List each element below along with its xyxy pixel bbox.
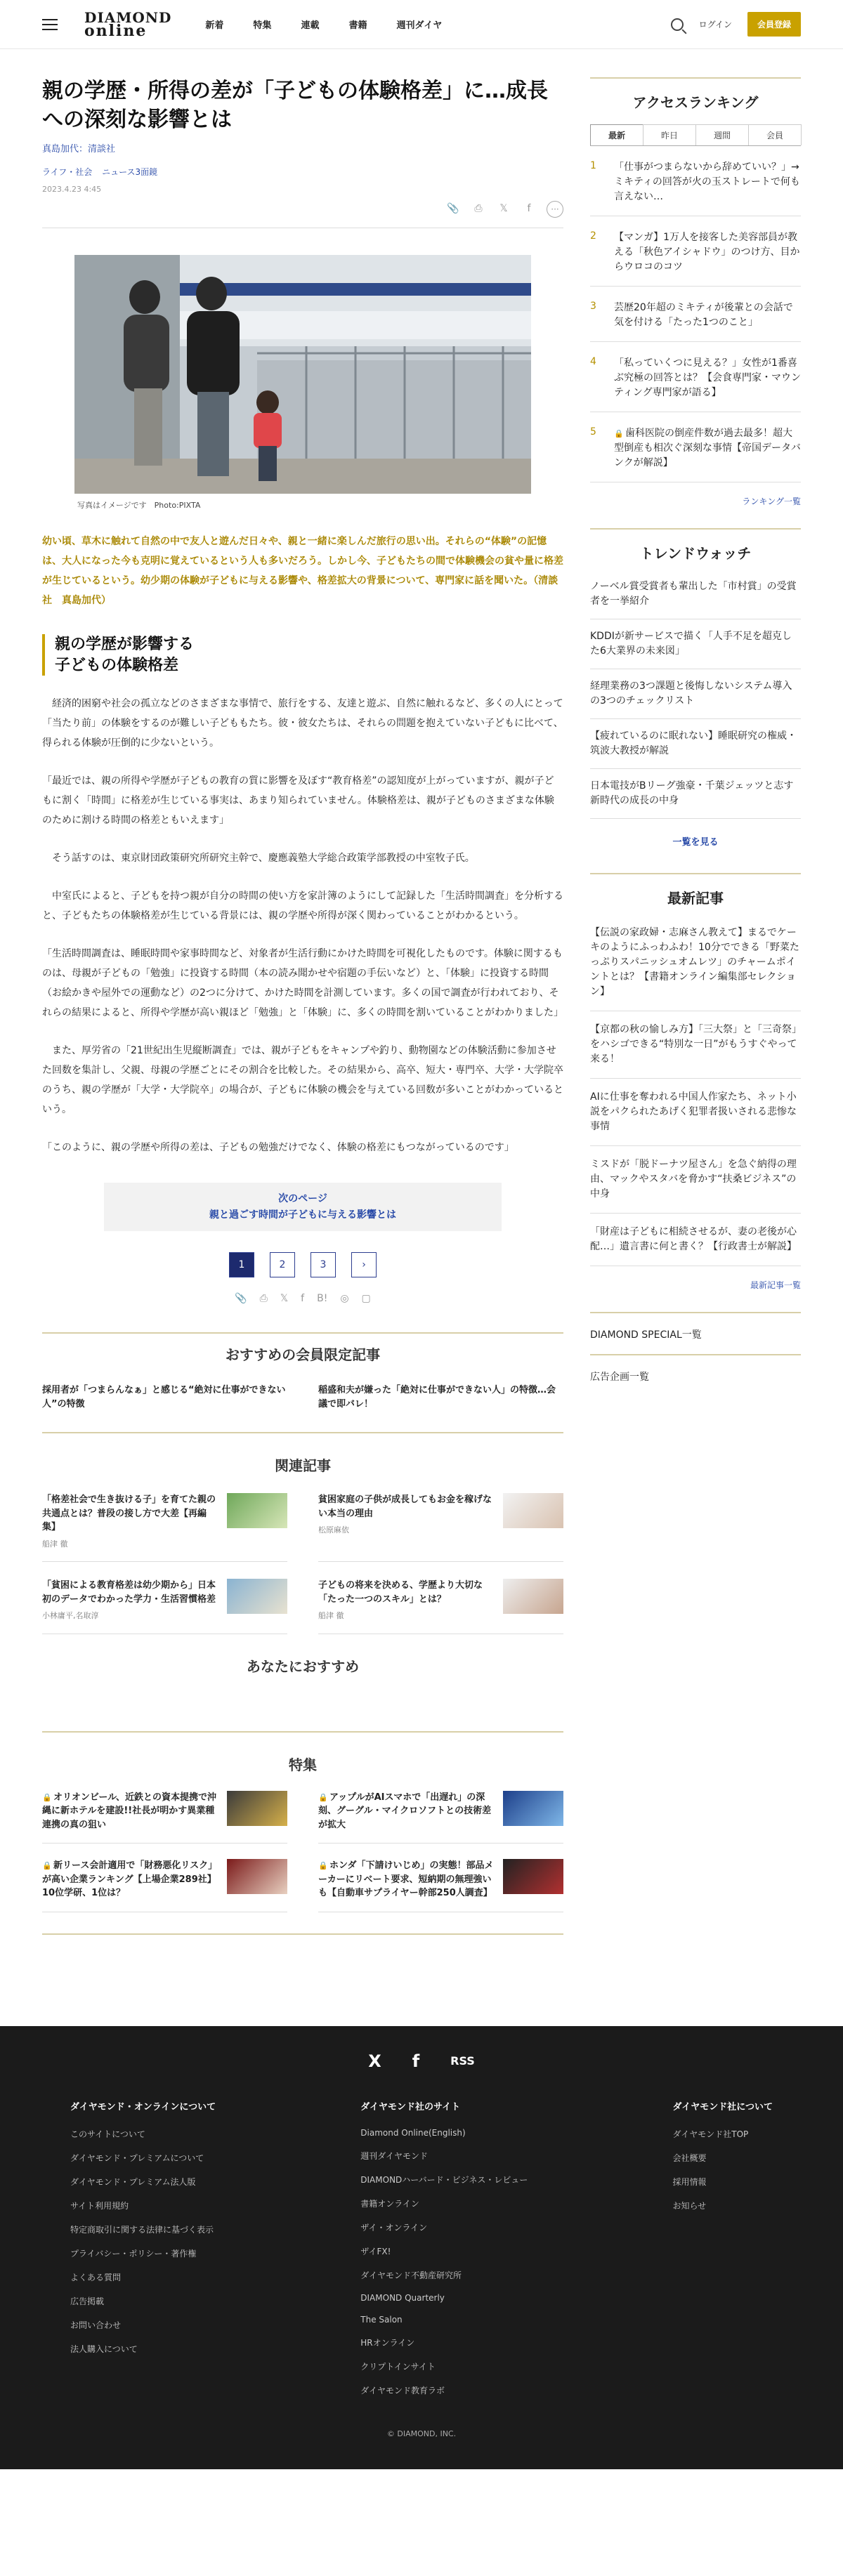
ranking-item[interactable] [590, 146, 801, 216]
latest-item[interactable]: 「財産は子どもに相続させるが、妻の老後が心配…」遺言書に何と書く？【行政書士が解説】 [590, 1214, 801, 1266]
features-list [42, 1791, 563, 1935]
footer-link[interactable]: ダイヤモンド教育ラボ [360, 2385, 445, 2396]
clip-icon[interactable]: 📎 [235, 1293, 247, 1305]
trend-item[interactable]: 日本電技がBリーグ強豪・千葉ジェッツと志す新時代の成長の中身 [590, 769, 801, 819]
related-thumbnail [503, 1493, 563, 1528]
rank-text: 歯科医院の倒産件数が過去最多！超大型倒産も相次ぐ深刻な事情【帝国データバンクが解説】 [614, 428, 801, 468]
members-item[interactable]: 採用者が「つまらんなぁ」と感じる“絶対に仕事ができない人”の特徴 [42, 1385, 286, 1409]
facebook-icon[interactable]: f [412, 2051, 420, 2071]
rank-number: 2 [590, 230, 596, 242]
footer-link[interactable]: ザイ・オンライン [360, 2222, 428, 2233]
logo-line1: DIAMOND [84, 8, 172, 26]
facebook-share-icon[interactable]: f [301, 1293, 305, 1305]
rss-icon[interactable]: RSS [450, 2054, 475, 2068]
related-item-title: 「貧困による教育格差は幼少期から」日本初のデータでわかった学力・生活習慣格差 [42, 1580, 216, 1605]
related-thumbnail [503, 1579, 563, 1614]
hero-figure [74, 255, 531, 511]
next-page-button[interactable] [104, 1183, 502, 1231]
paragraph: 「生活時間調査は、睡眠時間や家事時間など、対象者が生活行動にかけた時間を可視化したものです。体験に関するものは、母親が子どもの「勉強」に投資する時間（本の読み聞かせや宿題の手伝いなど）と、「体験」に投資する時間（お絵かきや屋外での運動など）の2つに分けて、かけた時間を計測しています。多くの国で調査が行われており、それらの結果によると、所得や学歴が高い親ほど「勉強」と「体験」に、多くの時間を割いていることがわかりました」 [42, 948, 563, 1019]
rank-number: 3 [590, 301, 596, 312]
footer-col-title: ダイヤモンド・オンラインについて [70, 2101, 216, 2112]
recommend-title: あなたにおすすめ [246, 1657, 360, 1675]
feature-item-title: 新リース会計適用で「財務悪化リスク」が高い企業ランキング【上場企業289社】10位学研、1位は？ [42, 1860, 218, 1899]
hero-image [74, 255, 531, 494]
feature-item[interactable] [42, 1791, 287, 1844]
footer-link[interactable]: ダイヤモンド不動産研究所 [360, 2270, 462, 2280]
rank-text: 【マンガ】1万人を接客した美容部員が教える「秋色アイシャドウ」のつけ方、目からウロコのコツ [614, 232, 800, 272]
share-bar-top [42, 201, 563, 228]
footer-link[interactable]: HRオンライン [360, 2337, 415, 2348]
search-icon[interactable] [671, 18, 684, 31]
paragraph: 経済的困窮や社会の孤立などのさまざまな事情で、旅行をする、友達と遊ぶ、自然に触れるなど、多くの人にとって「当たり前」の体験をするのが難しい子どももたち。彼・彼女たちは、それらの問題を抱えていない子どもに比べて、得られる体験が圧倒的に少ないという。 [42, 698, 563, 749]
feature-thumbnail [503, 1791, 563, 1826]
footer-link[interactable]: The Salon [360, 2314, 403, 2325]
latest-item[interactable]: 【伝説の家政婦・志麻さん教えて】まるでケーキのようにふっわふわ！10分でできる「野菜たっぷりスパニッシュオムレツ」のチャームポイントとは？【書籍オンライン編集部セレクション】 [590, 914, 801, 1011]
ranking-title: アクセスランキング [632, 94, 759, 111]
footer-link[interactable]: 広告掲載 [70, 2296, 105, 2306]
trend-item[interactable]: KDDIが新サービスで描く「人手不足を超克した6大業界の未来図」 [590, 619, 801, 669]
feature-item-title: オリオンビール、近鉄との資本提携で沖縄に新ホテルを建設!!社長が明かす異業種連携の真の狙い [42, 1792, 217, 1830]
paragraph: 「最近では、親の所得や学歴が子どもの教育の質に影響を及ぼす“教育格差”の認知度が上がっていますが、親が子どもに割く「時間」に格差が生じている事実は、あまり知られていません。体験格差は、親が子どものさまざまな体験のために割ける時間の格差ともいえます」 [42, 775, 554, 827]
footer-link[interactable]: 会社概要 [672, 2153, 707, 2163]
related-item-author: 船津 徹 [42, 1539, 68, 1549]
x-share-icon[interactable]: 𝕏 [280, 1293, 289, 1305]
related-section [42, 1454, 563, 1634]
members-item[interactable]: 稲盛和夫が嫌った「絶対に仕事ができない人」の特徴…会議で即バレ！ [318, 1385, 556, 1409]
tab-members[interactable]: 会員 [748, 124, 802, 145]
x-share-icon[interactable]: 𝕏 [499, 203, 508, 214]
latest-item[interactable]: 【京都の秋の愉しみ方】「三大祭」と「三奇祭」をハシゴできる“特別な一日”がもうすぐやって来る！ [590, 1011, 801, 1079]
paragraph: 中室氏によると、子どもを持つ親が自分の時間の使い方を家計簿のようにして記録した「生活時間調査」を分析すると、子どもたちの体験格差が生じている背景には、親の学歴や所得が深く関わっていることがわかるという。 [42, 891, 563, 922]
related-item-author: 小林庸平,名取淳 [42, 1611, 99, 1621]
lock-icon: 🔒 [42, 1792, 52, 1802]
rank-number: 5 [590, 426, 596, 438]
footer-link[interactable]: 法人購入について [70, 2344, 138, 2354]
pocket-icon[interactable]: ▢ [361, 1293, 371, 1305]
feature-item-title: ホンダ「下請けいじめ」の実態！部品メーカーにリベート要求、短納期の無理強いも【自動車サプライヤー幹部250人調査】 [318, 1860, 494, 1899]
footer-link[interactable]: Diamond Online(English) [360, 2127, 466, 2138]
rank-text: 「私っていくつに見える？」女性が1番喜ぶ究極の回答とは？【会食専門家・マウンティング専門家が語る】 [614, 357, 801, 398]
hatena-icon[interactable]: B! [317, 1293, 328, 1305]
latest-item[interactable]: ミスドが「脱ドーナツ屋さん」を急ぐ納得の理由、マックやスタバを脅かす“扶桑ビジネス”の中身 [590, 1146, 801, 1214]
tab-latest[interactable]: 最新 [590, 124, 643, 145]
footer-link[interactable]: よくある質問 [70, 2272, 122, 2282]
footer-link[interactable]: お知らせ [672, 2200, 707, 2211]
footer-columns [70, 2099, 773, 2408]
copyright: © DIAMOND, INC. [386, 2429, 457, 2438]
nav-series[interactable]: 連載 [301, 20, 320, 31]
footer-link[interactable]: DIAMONDハーバード・ビジネス・レビュー [360, 2174, 528, 2185]
footer-col-title: ダイヤモンド社について [672, 2101, 773, 2112]
ads-link[interactable]: 広告企画一覧 [590, 1354, 801, 1396]
print-icon[interactable]: ⎙ [474, 203, 483, 214]
ranking-item[interactable] [590, 342, 801, 412]
trend-box [590, 528, 801, 848]
ranking-tabs [590, 124, 801, 146]
article-title: 親の学歴・所得の差が「子どもの体験格差」に…成長への深刻な影響とは [42, 79, 548, 132]
clip-icon[interactable]: 📎 [447, 203, 459, 214]
section-heading [42, 634, 563, 676]
related-item[interactable] [318, 1579, 563, 1634]
footer-col-title: ダイヤモンド社のサイト [360, 2101, 461, 2112]
lock-icon: 🔒 [42, 1861, 52, 1871]
ranking-item[interactable] [590, 216, 801, 287]
article-main [42, 77, 563, 1935]
trend-item[interactable]: 【疲れているのに眠れない】睡眠研究の権威・筑波大教授が解説 [590, 719, 801, 769]
category-link[interactable]: ニュース3面鏡 [102, 167, 158, 177]
footer-link[interactable]: 特定商取引に関する法律に基づく表示 [70, 2224, 214, 2235]
nav-weekly[interactable]: 週刊ダイヤ [396, 20, 443, 31]
rank-text: 「仕事がつまらないから辞めていい？」→ミキティの回答が火の玉ストレートで何も言えない… [614, 162, 800, 202]
footer-link[interactable]: このサイトについて [70, 2129, 145, 2139]
related-item-title: 貧困家庭の子供が成長してもお金を稼げない本当の理由 [318, 1494, 492, 1519]
sidebar [590, 77, 801, 1935]
related-item-title: 「格差社会で生き抜ける子」を育てた親の共通点とは？普段の接し方で大差【再編集】 [42, 1494, 216, 1533]
heading-line: 子どもの体験格差 [55, 656, 179, 674]
site-header [0, 0, 843, 49]
members-list [42, 1384, 563, 1433]
footer-link[interactable]: クリプトインサイト [360, 2361, 436, 2372]
feature-item[interactable] [318, 1859, 563, 1912]
next-page-title: 親と過ごす時間が子どもに与える影響とは [209, 1209, 396, 1221]
publish-date: 2023.4.23 4:45 [42, 185, 102, 194]
lock-icon: 🔒 [318, 1792, 328, 1802]
feature-item[interactable] [318, 1791, 563, 1844]
share-bar-bottom [42, 1293, 563, 1304]
image-caption: 写真はイメージです Photo:PIXTA [77, 501, 201, 510]
header-actions [671, 12, 801, 37]
trend-more-link[interactable]: 一覧を見る [672, 837, 719, 848]
footer-link[interactable]: DIAMOND Quarterly [360, 2292, 445, 2303]
latest-item[interactable]: AIに仕事を奪われる中国人作家たち、ネット小説をパクられたあげく犯罪者扱いされる悲惨な事情 [590, 1079, 801, 1146]
special-link[interactable]: DIAMOND SPECIAL一覧 [590, 1312, 801, 1354]
members-title: おすすめの会員限定記事 [225, 1346, 381, 1364]
feature-thumbnail [227, 1791, 287, 1826]
print-icon[interactable]: ⎙ [259, 1293, 268, 1305]
page-1[interactable]: 1 [229, 1252, 254, 1277]
latest-title: 最新記事 [667, 890, 724, 907]
next-page-label: 次のページ [278, 1193, 327, 1205]
tab-yesterday[interactable]: 昨日 [643, 124, 696, 145]
page-body [42, 49, 801, 1935]
site-footer [0, 2026, 843, 2469]
lock-icon: 🔒 [318, 1861, 328, 1871]
menu-icon[interactable] [42, 19, 58, 30]
footer-col-company [673, 2099, 773, 2408]
facebook-share-icon[interactable]: f [527, 203, 531, 214]
ranking-item[interactable] [590, 412, 801, 482]
latest-box [590, 873, 801, 1291]
footer-link[interactable]: お問い合わせ [70, 2320, 122, 2330]
trend-item[interactable]: 経理業務の3つ課題と後悔しないシステム導入の3つのチェックリスト [590, 669, 801, 719]
related-thumbnail [227, 1493, 287, 1528]
footer-link[interactable]: 採用情報 [672, 2176, 707, 2187]
article-lead: 幼い頃、草木に触れて自然の中で友人と遊んだ日々や、親と一緒に楽しんだ旅行の思い出。それらの“体験”の記憶は、大人になった今も克明に覚えているという人も多いだろう。しかし今、子どもたちの間で体験機会の貧や量に格差が生じているという。幼少期の体験が子どもに与える影響や、格差拡大の背景について、専門家に話を聞いた。（清談社 真島加代） [42, 536, 563, 606]
footer-link[interactable]: 週刊ダイヤモンド [360, 2150, 429, 2161]
ranking-box [590, 77, 801, 507]
feature-item-title: アップルがAIスマホで「出遅れ」の深刻、グーグル・マイクロソフトとの技術差が拡大 [318, 1792, 492, 1830]
logo-line2: online [84, 21, 148, 40]
social-links [0, 2051, 843, 2071]
author-link[interactable]: 真島加代：清談社 [42, 144, 116, 155]
nav-feature[interactable]: 特集 [253, 20, 272, 31]
more-icon[interactable]: ··· [547, 201, 563, 218]
related-item[interactable] [42, 1493, 287, 1562]
ranking-more-link[interactable]: ランキング一覧 [742, 497, 801, 506]
features-section [42, 1754, 563, 1935]
footer-link[interactable]: ダイヤモンド・プレミアム法人版 [70, 2176, 196, 2187]
global-nav [205, 18, 442, 31]
rank-number: 1 [590, 160, 596, 171]
members-section [42, 1332, 563, 1433]
latest-more-link[interactable]: 最新記事一覧 [750, 1280, 801, 1290]
feature-thumbnail [227, 1859, 287, 1894]
x-icon[interactable]: X [368, 2051, 381, 2071]
nav-books[interactable]: 書籍 [348, 20, 367, 31]
heading-line: 親の学歴が影響する [55, 636, 195, 653]
related-item-title: 子どもの将来を決める、学歴より大切な「たった一つのスキル」とは？ [318, 1580, 483, 1605]
footer-col-sites [360, 2099, 528, 2408]
rank-text: 芸歴20年超のミキティが後輩との会話で気を付ける「たった1つのこと」 [614, 302, 793, 328]
ranking-item[interactable] [590, 287, 801, 342]
line-icon[interactable]: ◎ [340, 1293, 349, 1305]
tab-weekly[interactable]: 週間 [695, 124, 749, 145]
related-item[interactable] [42, 1579, 287, 1634]
trend-title: トレンドウォッチ [639, 545, 752, 562]
footer-link[interactable]: サイト利用規約 [70, 2200, 129, 2211]
footer-link[interactable]: ダイヤモンド・プレミアムについて [70, 2153, 204, 2163]
related-title: 関連記事 [275, 1457, 331, 1475]
category-list [42, 166, 563, 178]
register-button[interactable]: 会員登録 [747, 12, 801, 37]
site-logo[interactable] [84, 8, 172, 40]
related-item[interactable] [318, 1493, 563, 1562]
next-arrow-icon[interactable]: › [351, 1252, 377, 1277]
footer-link[interactable]: ザイFX! [360, 2246, 391, 2256]
rank-number: 4 [590, 356, 596, 367]
lock-icon: 🔒 [614, 429, 624, 438]
page-3[interactable]: 3 [311, 1252, 336, 1277]
page-2[interactable]: 2 [270, 1252, 295, 1277]
footer-link[interactable]: ダイヤモンド社TOP [672, 2129, 749, 2139]
footer-link[interactable]: 書籍オンライン [360, 2198, 419, 2209]
related-list [42, 1493, 563, 1634]
category-link[interactable]: ライフ・社会 [42, 167, 93, 177]
footer-link[interactable]: プライバシー・ポリシー・著作権 [70, 2248, 197, 2259]
feature-item[interactable] [42, 1859, 287, 1912]
recommend-section [42, 1655, 563, 1733]
footer-col-about [70, 2099, 216, 2408]
features-title: 特集 [289, 1756, 317, 1773]
pagination [42, 1252, 563, 1277]
nav-new[interactable]: 新着 [205, 20, 224, 31]
feature-thumbnail [503, 1859, 563, 1894]
paragraph: そう話すのは、東京財団政策研究所研究主幹で、慶應義塾大学総合政策学部教授の中室牧子氏。 [42, 853, 475, 865]
related-item-author: 松原麻依 [318, 1525, 349, 1535]
paragraph: 「このように、親の学歴や所得の差は、子どもの勉強だけでなく、体験の格差にもつながっているのです」 [42, 1142, 514, 1154]
login-link[interactable]: ログイン [698, 20, 732, 29]
related-thumbnail [227, 1579, 287, 1614]
trend-item[interactable]: ノーベル賞受賞者も輩出した「市村賞」の受賞者を一挙紹介 [590, 570, 801, 619]
paragraph: また、厚労省の「21世紀出生児縦断調査」では、親が子どもをキャンプや釣り、動物園などの体験活動に参加させた回数を集計し、父親、母親の学歴ごとにその割合を比較した。その結果から、高卒、短大・専門卒、大学・大学院卒のうち、親の学歴が「大学・大学院卒」の場合が、子どもに体験の機会を与えている回数が多いことがわかっているという。 [42, 1045, 563, 1116]
related-item-author: 船津 徹 [318, 1611, 344, 1621]
